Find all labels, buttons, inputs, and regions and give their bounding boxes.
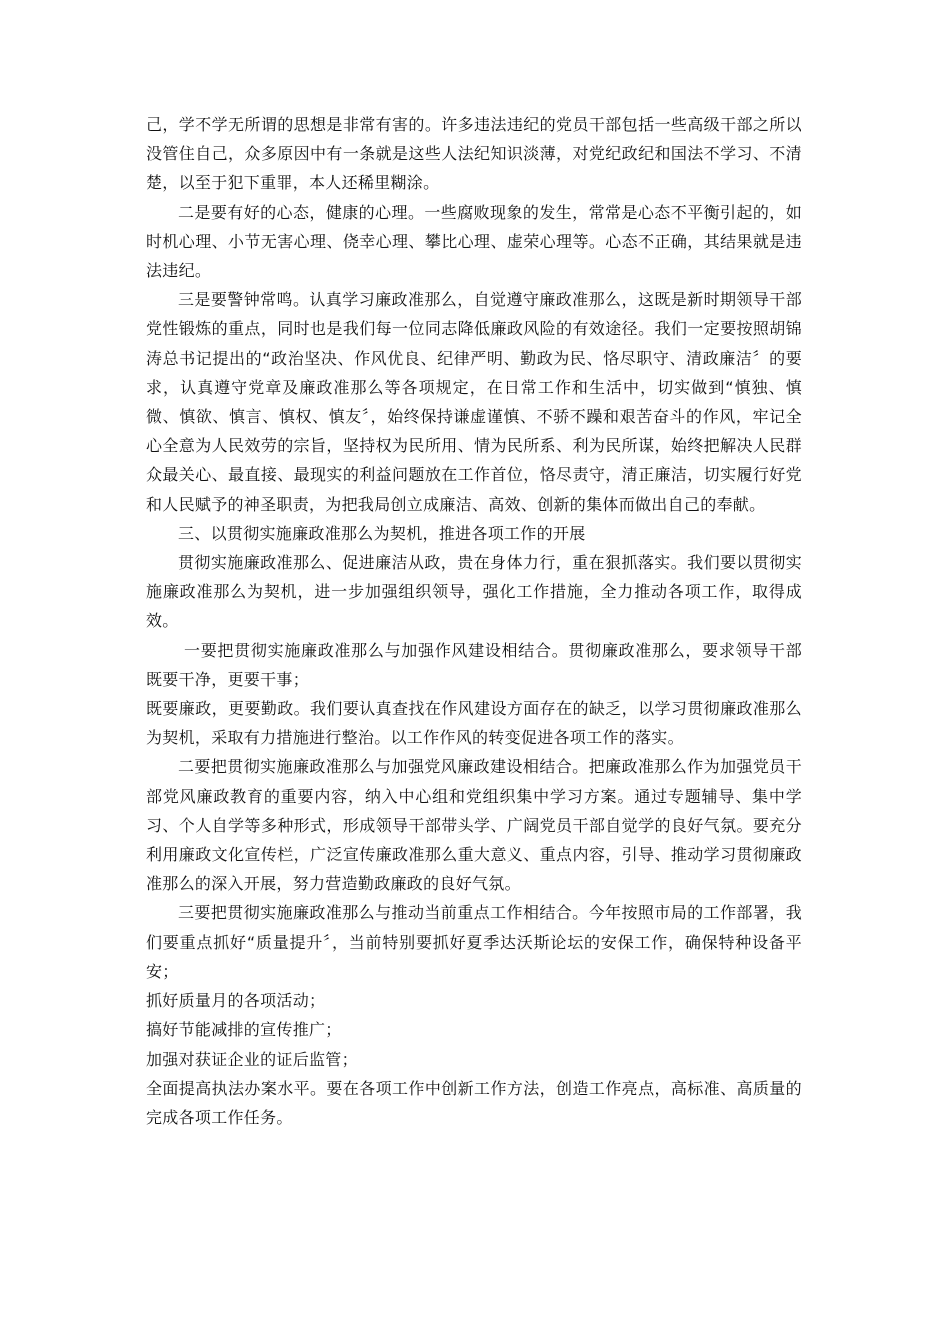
paragraph-13: 全面提高执法办案水平。要在各项工作中创新工作方法，创造工作亮点，高标准、高质量的完成各项工作任务。 [146,1078,802,1127]
paragraph-5: 贯彻实施廉政准那么、促进廉洁从政，贵在身体力行，重在狠抓落实。我们要以贯彻实施廉政准那么为契机，进一步加强组织领导，强化工作措施，全力推动各项工作，取得成效。 [146,553,802,631]
paragraph-9: 三要把贯彻实施廉政准那么与推动当前重点工作相结合。今年按照市局的工作部署，我们要重点抓好“质量提升〞，当前特别要抓好夏季达沃斯论坛的安保工作，确保特种设备平安； [146,903,802,981]
paragraph-2: 二是要有好的心态，健康的心理。一些腐败现象的发生，常常是心态不平衡引起的，如时机心理、小节无害心理、侥幸心理、攀比心理、虚荣心理等。心态不正确，其结果就是违法违纪。 [146,202,802,281]
paragraph-11: 搞好节能减排的宣传推广； [146,1020,342,1040]
paragraph-10: 抓好质量月的各项活动； [146,991,326,1011]
section-heading-3: 三、以贯彻实施廉政准那么为契机，推进各项工作的开展 [178,523,586,543]
paragraph-8: 二要把贯彻实施廉政准那么与加强党风廉政建设相结合。把廉政准那么作为加强党员干部党风廉政教育的重要内容，纳入中心组和党组织集中学习方案。通过专题辅导、集中学习、个人自学等多种形式，形成领导干部带头学、广阔党员干部自觉学的良好气氛。要充分利用廉政文化宣传栏，广泛宣传廉政准那么重大意义、重点内容，引导、推动学习贯彻廉政准那么的深入开展，努力营造勤政廉政的良好气氛。 [146,757,802,894]
paragraph-12: 加强对获证企业的证后监管； [146,1049,358,1069]
paragraph-7: 既要廉政，更要勤政。我们要认真查找在作风建设方面存在的缺乏，以学习贯彻廉政准那么为契机，采取有力措施进行整治。以工作作风的转变促进各项工作的落实。 [146,699,802,748]
paragraph-3: 三是要警钟常鸣。认真学习廉政准那么，自觉遵守廉政准那么，这既是新时期领导干部党性锻炼的重点，同时也是我们每一位同志降低廉政风险的有效途径。我们一定要按照胡锦涛总书记提出的“政治坚决、作风优良、纪律严明、勤政为民、恪尽职守、清政廉洁〞的要求，认真遵守党章及廉政准那么等各项规定，在日常工作和生活中，切实做到“慎独、慎微、慎欲、慎言、慎权、慎友〞，始终保持谦虚谨慎、不骄不躁和艰苦奋斗的作风，牢记全心全意为人民效劳的宗旨，坚持权为民所用、情为民所系、利为民所谋，始终把解决人民群众最关心、最直接、最现实的利益问题放在工作首位，恪尽责守，清正廉洁，切实履行好党和人民赋予的神圣职责，为把我局创立成廉洁、高效、创新的集体而做出自己的奉献。 [146,290,802,514]
document-page [146,110,802,1132]
paragraph-1: 己，学不学无所谓的思想是非常有害的。许多违法违纪的党员干部包括一些高级干部之所以没管住自己，众多原因中有一条就是这些人法纪知识淡薄，对党纪政纪和国法不学习、不清楚，以至于犯下重罪，本人还稀里糊涂。 [146,115,802,193]
paragraph-6: 一要把贯彻实施廉政准那么与加强作风建设相结合。贯彻廉政准那么，要求领导干部既要干净，更要干事； [146,640,802,689]
